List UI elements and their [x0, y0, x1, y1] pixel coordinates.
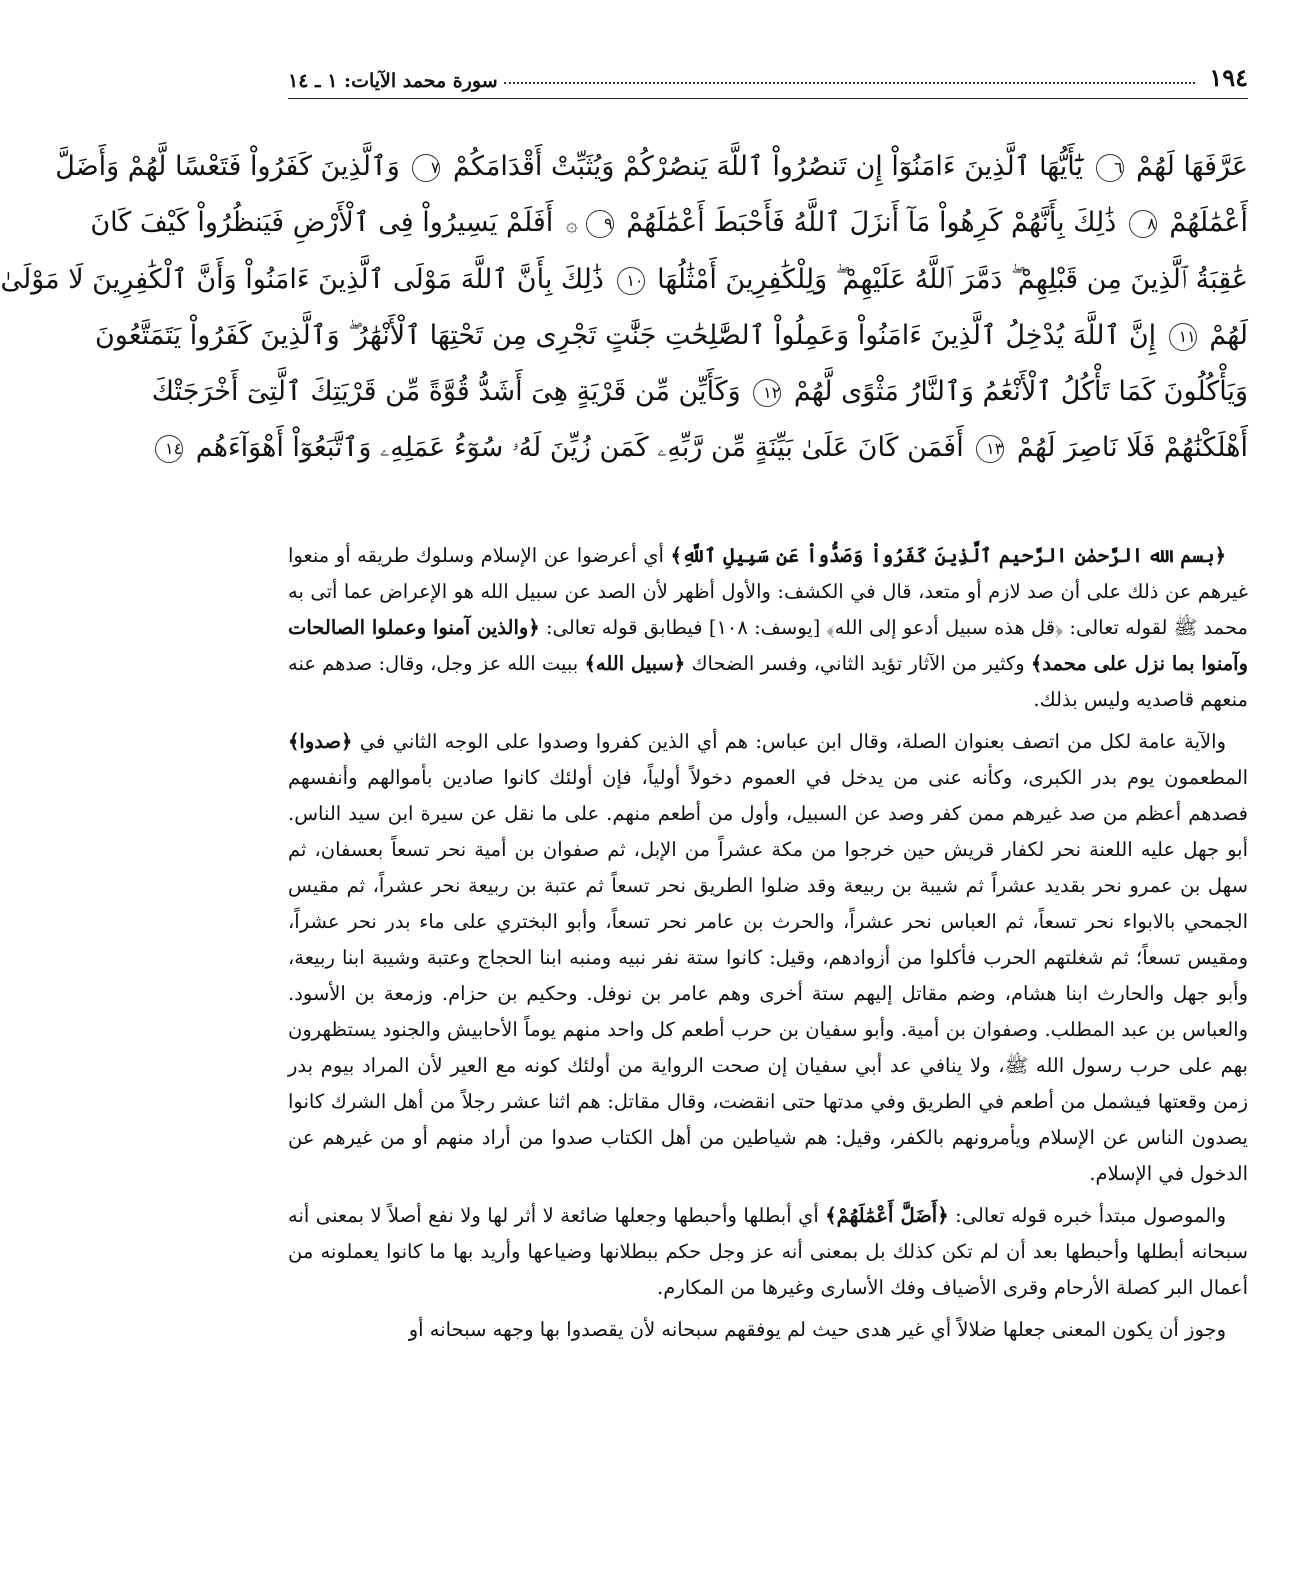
verse-text: عَرَّفَهَا لَهُمْ — [1127, 151, 1248, 182]
verse-line — [164, 420, 1248, 476]
verse-text: ذَٰلِكَ بِأَنَّهُمْ كَرِهُواْ مَآ أَنزَلَ ٱللَّهُ فَأَحْبَطَ أَعْمَٰلَهُمْ — [617, 207, 1125, 238]
quoted-verse: ﴿بسم الله الرَّحمٰن الرَّحيم ٱلَّذِينَ كَفَرُواْ وَصَدُّواْ عَن سَبِيلِ ٱللَّهِ﴾ — [670, 544, 1226, 567]
commentary-paragraph — [288, 538, 1248, 718]
quoted-verse: ﴿صدوا﴾ — [288, 730, 353, 753]
verse-text: أَفَمَن كَانَ عَلَىٰ بَيِّنَةٍ مِّن رَّبِّهِۦ كَمَن زُيِّنَ لَهُۥ سُوٓءُ عَمَلِهِۦ وَٱتَّبَعُوٓاْ أَهْوَآءَهُم — [187, 432, 973, 463]
ayah-number-marker: ٧ — [412, 154, 440, 182]
ayah-number-marker: ١٣ — [976, 435, 1004, 463]
book-page — [0, 60, 1249, 1354]
verse-text: عَٰقِبَةُ ٱلَّذِينَ مِن قَبْلِهِمْ ۖ دَمَّرَ ٱللَّهُ عَلَيْهِمْ ۖ وَلِلْكَٰفِرِينَ أَمْثَٰلُهَا — [648, 264, 1248, 295]
ayah-number-marker: ١٠ — [617, 267, 645, 295]
ayah-number-marker: ٦ — [1096, 154, 1124, 182]
dotted-leader — [504, 82, 1196, 84]
quoted-verse: ﴿والذين آمنوا وعملوا الصالحات وآمنوا بما نزل على محمد﴾ — [288, 616, 1248, 675]
commentary-text — [288, 538, 1248, 1348]
commentary-run: أي أعرضوا عن الإسلام وسلوك طريقه أو منعوا غيرهم عن ذلك على أن صد لازم أو متعد، قال في الكشف: والأول أظهر لأن الصد عن سبيل الله هو الإعراض عما أتى به محمد ﷺ لقوله تعالى: ﴿قل هذه سبيل أدعو إلى الله﴾ [يوسف: ١٠٨] فيطابق قوله تعالى: — [288, 544, 1248, 639]
ayah-number-marker: ١٤ — [155, 435, 183, 463]
verse-line — [90, 195, 1248, 252]
verse-text: وَيَأْكُلُونَ كَمَا تَأْكُلُ ٱلْأَنْعَٰمُ وَٱلنَّارُ مَثْوًى لَّهُمْ — [785, 376, 1248, 407]
hizb-marker-icon: ۞ — [565, 212, 578, 236]
ayah-number-marker: ٩ — [586, 210, 614, 238]
ayah-number-marker: ١٢ — [753, 379, 781, 407]
commentary-paragraph — [288, 1312, 1248, 1348]
verse-text: وَكَأَيِّن مِّن قَرْيَةٍ هِىَ أَشَدُّ قُوَّةً مِّن قَرْيَتِكَ ٱلَّتِىٓ أَخْرَجَتْكَ — [151, 376, 750, 407]
verse-text: لَهُمْ — [1200, 320, 1248, 351]
verse-text: أَعْمَٰلَهُمْ — [1160, 207, 1248, 238]
quoted-verse: ﴿أَضَلَّ أَعْمَٰلَهُمْ﴾ — [825, 1204, 949, 1227]
ayah-number-marker: ٨ — [1129, 210, 1157, 238]
chapter-title: سورة محمد الآيات: ١ ـ ١٤ — [288, 70, 498, 92]
commentary-paragraph — [288, 724, 1248, 1192]
commentary-run: وكثير من الآثار تؤيد الثاني، وفسر الضحاك — [685, 652, 1031, 675]
page-number: ١٩٤ — [1209, 63, 1248, 92]
verse-text: إِنَّ ٱللَّهَ يُدْخِلُ ٱلَّذِينَ ءَامَنُواْ وَعَمِلُواْ ٱلصَّٰلِحَٰتِ جَنَّٰتٍ تَجْرِى مِن تَحْتِهَا ٱلْأَنْهَٰرُ ۖ وَٱلَّذِينَ كَفَرُواْ يَتَمَتَّعُونَ — [94, 320, 1165, 351]
commentary-run: والآية عامة لكل من اتصف بعنوان الصلة، وقال ابن عباس: هم أي الذين كفروا وصدوا على الوجه الثاني في — [352, 730, 1226, 753]
running-header — [288, 60, 1248, 99]
quoted-verse: ﴿سبيل الله﴾ — [584, 652, 686, 675]
commentary-run: وجوز أن يكون المعنى جعلها ضلالاً أي غير هدى حيث لم يوفقهم سبحانه لأن يقصدوا بها وجهه سبحانه أو — [408, 1318, 1226, 1341]
verse-line — [55, 139, 1248, 195]
verse-text: يَٰٓأَيُّهَا ٱلَّذِينَ ءَامَنُوٓاْ إِن تَنصُرُواْ ٱللَّهَ يَنصُرْكُمْ وَيُثَبِّتْ أَقْدَامَكُمْ — [444, 151, 1092, 182]
verse-line — [94, 308, 1248, 364]
verse-line — [151, 364, 1248, 420]
commentary-run: ببيت الله عز وجل، وقال: صدهم عنه منعهم قاصديه وليس بذلك. — [288, 652, 1248, 711]
verse-text: وَٱلَّذِينَ كَفَرُواْ فَتَعْسًا لَّهُمْ وَأَضَلَّ — [55, 151, 409, 182]
commentary-run: أي أبطلها وأحبطها وجعلها ضائعة لا أثر لها ولا نفع أصلاً لا بمعنى أنه سبحانه أبطلها وأحبطها بعد أن لم تكن كذلك بل بمعنى أنه عز وجل حكم ببطلانها وضياعها وأريد بها ما كانوا يعملونه من أعمال البر كصلة الأرحام وقرى الأضياف وفك الأسارى وغيرها من المكارم. — [288, 1204, 1248, 1299]
ayah-number-marker: ١١ — [1169, 323, 1197, 351]
commentary-run: والموصول مبتدأ خبره قوله تعالى: — [948, 1204, 1226, 1227]
verse-text: أَهْلَكْنَٰهُمْ فَلَا نَاصِرَ لَهُمْ — [1008, 432, 1248, 463]
verse-text: أَفَلَمْ يَسِيرُواْ فِى ٱلْأَرْضِ فَيَنظُرُواْ كَيْفَ كَانَ — [90, 207, 562, 238]
commentary-run: المطعمون يوم بدر الكبرى، وكأنه عنى من يدخل في العموم دخولاً أولياً، فإن أولئك كانوا صادين بأموالهم وأنفسهم فصدهم أعظم من صد غيرهم ممن كفر وصد عن السبيل، وأول من أطعم منهم. على ما نقل عن سيرة ابن سيد الناس. أبو جهل عليه اللعنة نحر لكفار قريش حين خرجوا من مكة عشراً من الإبل، ثم صفوان بن أمية نحر تسعاً بعسفان، ثم سهل بن عمرو نحر بقديد عشراً ثم شيبة بن ربيعة وقد ضلوا الطريق نحر تسعاً ثم عتبة بن ربيعة نحر عشراً، ثم مقيس الجمحي بالابواء نحر تسعاً، ثم العباس نحر عشراً، والحرث بن عامر نحر تسعاً، وأبو البختري على ماء بدر نحر عشراً، ومقيس تسعاً؛ ثم شغلتهم الحرب فأكلوا من أزوادهم، وقيل: كانوا ستة نفر نبيه ومنبه ابنا الحجاج وعتبة وشيبة ابنا ربيعة، وأبو جهل والحارث ابنا هشام، وضم مقاتل إليهم ستة أخرى وهم عامر بن نوفل. وحكيم بن حزام. وزمعة بن الأسود. والعباس بن عبد المطلب. وصفوان بن أمية. وأبو سفيان بن حرب أطعم كل واحد منهم يوماً الأحابيش والجنود يستظهرون بهم على حرب رسول الله ﷺ، ولا ينافي عد أبي سفيان إن صحت الرواية من أولئك كونه مع العير لأن المراد بيوم بدر زمن وقعتها فيشمل من أطعم في الطريق وفي مدتها حتى انقضت، وقال مقاتل: هم اثنا عشر رجلاً من أهل الشرك كانوا يصدون الناس عن الإسلام ويأمرونهم بالكفر، وقيل: هم شياطين من أهل الكتاب صدوا من أراد منهم أو من غيرهم عن الدخول في الإسلام. — [288, 766, 1249, 1185]
commentary-paragraph — [288, 1198, 1248, 1306]
verse-text: ذَٰلِكَ بِأَنَّ ٱللَّهَ مَوْلَى ٱلَّذِينَ ءَامَنُواْ وَأَنَّ ٱلْكَٰفِرِينَ لَا مَوْلَىٰ — [0, 264, 613, 295]
verse-line — [0, 252, 1248, 308]
quran-verses-block — [0, 139, 1248, 476]
